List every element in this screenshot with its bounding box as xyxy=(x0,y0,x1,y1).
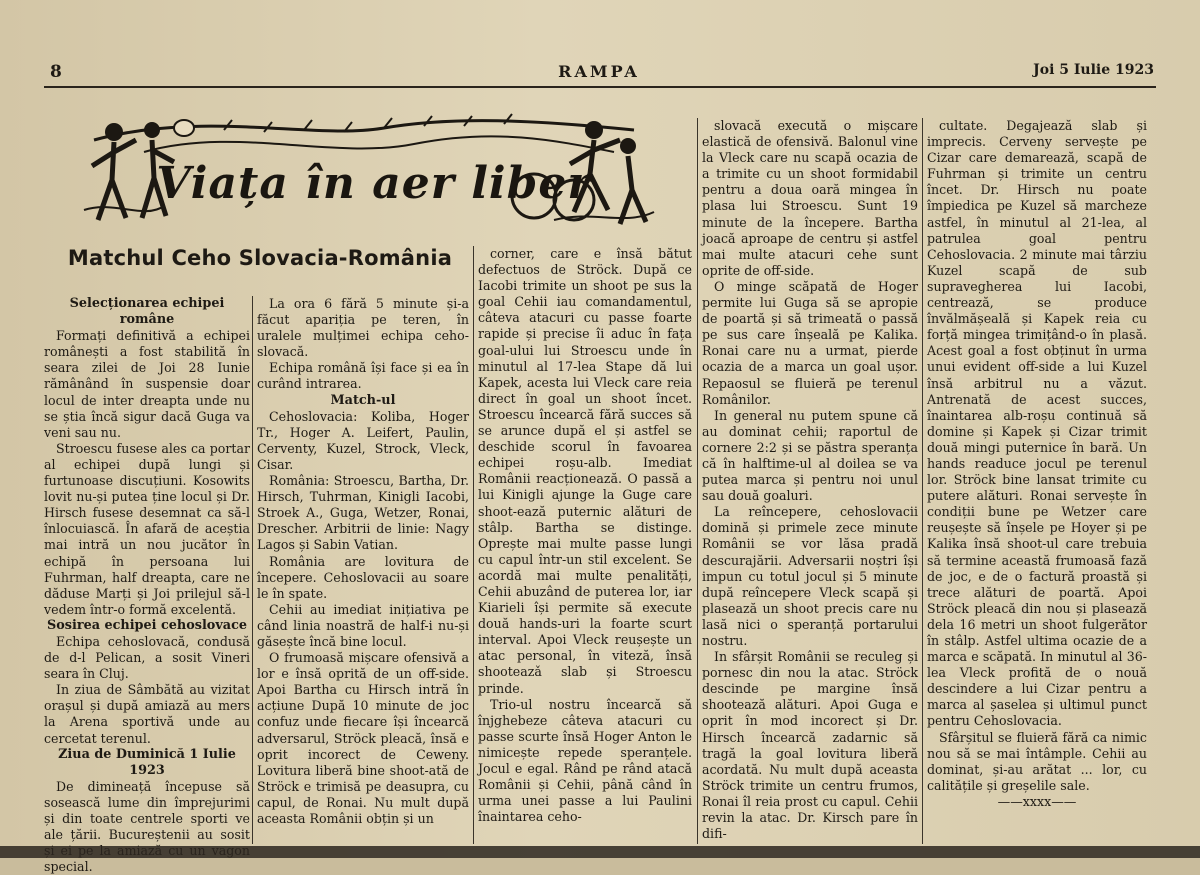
paragraph: De dimineață începuse să sosească lume din împrejurimi și din toate centrele sporti ve ale țării. Bucureștenii au sosit special. xyxy=(44,778,250,875)
paragraph: corner, care e însă bătut defectuos de Ströck. După ce Iacobi trimite un shoot pe sus la goal Cehii iau comandamentul, câteva atacuri cu passe foarte rapide și precise îi aduc în fața goal-ului lui Stroescu unde în minutul al 17-lea Stape dă lui Kapek, acesta lui Vleck care reia direct în goal un shoot încet. Stroescu încearcă fără succes să se arunce după el și astfel se deschide scorul în favoarea echipei roșu-alb. Imediat Românii reacționează. O passă a lui Kinigli ajunge la Guge care shoot-ează puternic alături de stâlp. Bartha se distinge. Oprește mai multe passe lungi cu capul într-un stil excelent. Se acordă mai multe penalități, Cehii abuzând de puterea lor, iar Kiarieli își permite să execute două hands-uri la foarte scurt interval. Apoi Vleck reușește un atac personal, în viteză, însă shooteazǎ slab și Stroescu prinde. xyxy=(478,246,692,696)
masthead: RAMPA xyxy=(558,62,640,81)
paragraph: O minge scăpată de Hoger permite lui Guga să se apropie de poartă și să trimeată o passă pe sus care înșeală pe Kalika. Ronai care nu a urmat, pierde ocazia de a marca un goal ușor. Repaosul se fluieră pe terenul Românilor. xyxy=(702,278,918,407)
column-divider xyxy=(697,118,698,844)
paragraph: In general nu putem spune că au dominat cehii; raportul de cornere 2:2 și se păstra speranța că în halftime-ul al doilea se va putea marca și pentru noi unul sau două goaluri. xyxy=(702,407,918,504)
subheading: Ziua de Duminică 1 Iulie 1923 xyxy=(58,746,236,778)
subheading: Sosirea echipei cehoslovace xyxy=(46,617,247,633)
text-column-1 xyxy=(44,296,250,875)
paragraph: Trio-ul nostru încearcă să înjghebeze câteva atacuri cu passe scurte însă Hoger Anton le nimicește repede speranțele. Jocul e egal. Rând pe rând atacă Românii și Cehii, până când în urma unei passe a lui Paulini înaintarea ceho- xyxy=(478,696,692,825)
paragraph: România: Stroescu, Bartha, Dr. Hirsch, Tuhrman, Kinigli Iacobi, Stroek A., Guga, Wetzer, Ronai, Drescher. Arbitrii de linie: Nagy Lagos și Sabin Vatian. xyxy=(257,473,469,553)
paragraph: Echipa română își face și ea în curând intrarea. xyxy=(257,360,469,392)
issue-date: Joi 5 Iulie 1923 xyxy=(1033,62,1154,78)
header-rule xyxy=(44,86,1156,88)
paragraph: cultate. Degajează slab și imprecis. Cerveny servește pe Cizar care demarează, scapă de Fuhrman și trimite un centru încet. Dr. Hirsch nu poate împiedica pe Kuzel să marcheze astfel, în minutul al 21-lea, al patrulea goal pentru Cehoslovacia. 2 minute mai târziu Kuzel scapă de sub supravegherea lui Iacobi, centrează, se produce învălmășeală și Kapek reia cu forță mingea trimițând-o în plasă. Acest goal a fost obținut în urma unui evident off-side a lui Kuzel însă arbitrul nu a văzut. Antrenată de acest succes, înaintarea alb-roșu continuă să domine și Kapek și Cizar trimit două mingi puternice în bară. Un hands readuce jocul pe terenul lor. Ströck bine lansat trimite cu putere alături. Ronai servește în condiții bune pe Wetzer care reușește să înșele pe Hoyer și pe Kalika însă shoot-ul care trebuia să termine această frumoasă fază de joc, e de o factură proastă și trece alături de poartă. Apoi Ströck pleacă din nou și plasează dela 16 metri un shoot fulgerător în stâlp. Astfel ultima ocazie de a marca e scăpată. In minutul al 36-lea Vleck profită de o nouă descindere a lui Cizar pentru a marca al șaselea și ultimul punct pentru Cehoslovacia. xyxy=(927,118,1147,729)
column-divider xyxy=(252,296,253,844)
paragraph: Sfârșitul se fluieră fără ca nimic nou să se mai întâmple. Cehii au dominat, și-au arătat ... lor, cu calitățile și greșelile sale. xyxy=(927,729,1147,793)
text-column-4 xyxy=(702,118,918,844)
subheading: Selecționarea echipei române xyxy=(69,296,225,328)
paragraph: Echipa cehoslovacă, condusă de d-l Pelican, a sosit Vineri seara în Cluj. xyxy=(44,633,250,682)
section-title: Viața în aer liber xyxy=(156,158,592,209)
column-divider xyxy=(922,118,923,844)
cut-off-next-line xyxy=(0,846,1200,858)
paragraph: Cehoslovacia: Koliba, Hoger Tr., Hoger A. Leifert, Paulin, Cerventy, Kuzel, Strock, Vleck, Cisar. xyxy=(257,408,469,472)
section-banner xyxy=(54,100,666,240)
paragraph: La ora 6 fără 5 minute și-a făcut apariția pe teren, în uralele mulțimei echipa ceho-slovacă. xyxy=(257,296,469,360)
text-column-3 xyxy=(478,246,692,844)
paragraph: La reîncepere, cehoslovacii domină și primele zece minute Românii se vor lăsa pradă descurajării. Adversarii noștri își impun cu totul jocul și 5 minute după reîncepere Vleck scapă și plasează un shoot precis care nu lasă nici o speranță portarului nostru. xyxy=(702,504,918,648)
paragraph: slovacă execută o mișcare elastică de ofensivă. Balonul vine la Vleck care nu scapă ocazia de a trimite cu un shoot formidabil pentru a doua oară mingea în plasa lui Stroescu. Sunt 19 minute de la începere. Bartha joacă aproape de centru și astfel mai multe atacuri cehe sunt oprite de off-side. xyxy=(702,118,918,278)
text-column-2 xyxy=(257,296,469,844)
end-mark: ——xxxx—— xyxy=(997,793,1077,809)
paragraph: România are lovitura de începere. Cehoslovacii au soare le în spate. xyxy=(257,553,469,601)
subheading: Match-ul xyxy=(330,392,396,408)
paragraph: In sfârșit Românii se reculeg și pornesc din nou la atac. Ströck descinde pe margine însă shootează alături. Apoi Guga e oprit în mod incorect și Dr. Hirsch încearcă zadarnic să tragă la goal lovitura liberă acordată. Nu mult după aceasta Ströck trimite un centru frumos, Ronai îl reia prost cu capul. Cehii revin la atac. Dr. Kirsch pare în difi- xyxy=(702,649,918,842)
paragraph: In ziua de Sâmbătă au vizitat orașul și după amiază au mers la Arena sportivă unde au cercetat terenul. xyxy=(44,682,250,746)
article-headline: Matchul Ceho Slovacia-România xyxy=(67,246,453,270)
paragraph: Stroescu fusese ales ca portar al echipei după lungi și furtunoase discuțiuni. Kosowits lovit nu-și putea ține locul și Dr. Hirsch fusese desemnat ca să-l înlocuiască. În afară de aceștia mai intră un nou jucător în echipă în persoana lui Fuhrman, half dreapta, care ne dăduse Marți și Joi prilejul să-l vedem într-o formă excelentă. xyxy=(44,440,250,617)
paragraph: O frumoasă mișcare ofensivă a lor e însă oprită de un off-side. Apoi Bartha cu Hirsch intră în acțiune După 10 minute de joc confuz unde fiecare își încearcă adversarul, Ströck pleacă, însă e oprit incorect de Ceweny. Lovitura liberă bine shoot-ată de Ströck e trimisă pe deasupra, cu capul, de Ronai. Nu mult după aceasta Românii obțin și un xyxy=(257,650,469,826)
column-divider xyxy=(473,246,474,844)
page-header xyxy=(44,62,1154,84)
page-number: 8 xyxy=(50,62,62,82)
paragraph: Cehii au imediat inițiativa pe când linia noastră de half-i nu-și găsește încă bine locul. xyxy=(257,601,469,649)
paragraph: Formați definitivă a echipei românești a fost stabilită în seara zilei de Joi 28 Iunie rămânând în suspensie doar locul de inter dreapta unde nu se știa încă sigur dacă Guga va veni sau nu. xyxy=(44,328,250,440)
text-column-5 xyxy=(927,118,1147,844)
